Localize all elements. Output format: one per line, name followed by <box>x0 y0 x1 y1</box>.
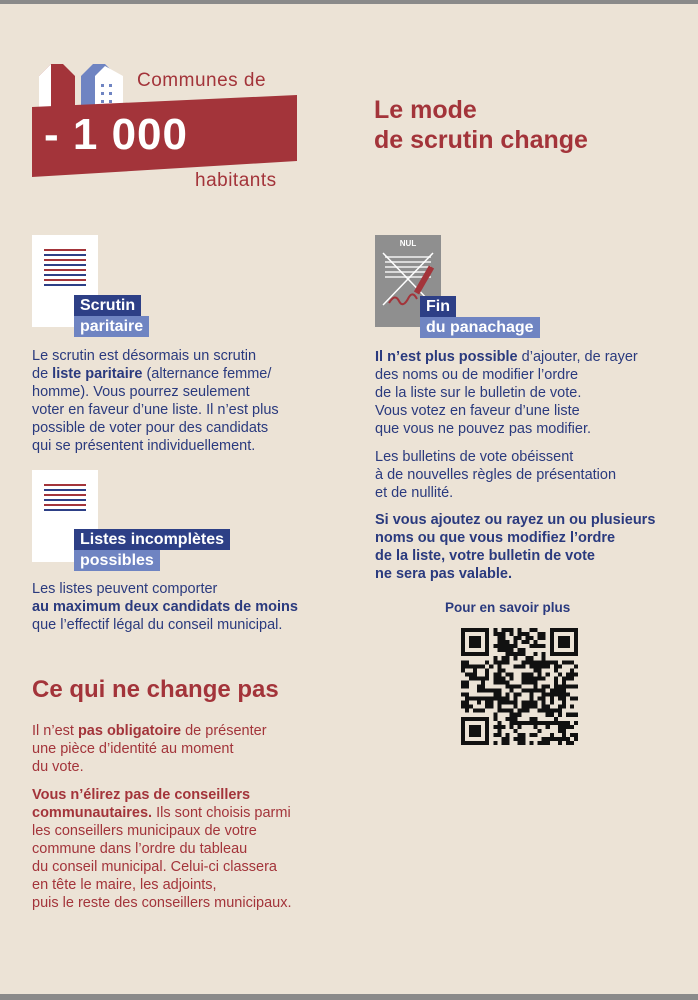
fin-panachage-tag <box>420 296 540 338</box>
text-line <box>32 786 292 804</box>
bold-fragment: Vous n’élirez pas de conseillers <box>32 787 251 803</box>
text-line: du conseil municipal. Celui-ci classera <box>32 859 277 875</box>
tag-line: du panachage <box>420 317 540 338</box>
community-councillors-text <box>32 786 292 912</box>
text-line: Le scrutin est désormais un scrutin <box>32 348 257 364</box>
text-line: Les bulletins de vote obéissent <box>375 449 574 465</box>
bold-fragment: liste paritaire <box>52 366 143 382</box>
text-line: Vous votez en faveur d’une liste <box>375 403 580 419</box>
text-line: Les listes peuvent comporter <box>32 581 218 597</box>
bold-fragment: communautaires. <box>32 805 153 821</box>
tag-line: Listes incomplètes <box>74 529 230 550</box>
text-line: noms ou que vous modifiez l’ordre <box>375 530 616 546</box>
top-border <box>0 0 698 4</box>
tag-line: paritaire <box>74 316 149 337</box>
unchanged-heading: Ce qui ne change pas <box>32 676 279 703</box>
bold-fragment: Il n’est plus possible <box>375 349 518 365</box>
text-fragment: de <box>32 366 53 382</box>
text-line: Si vous ajoutez ou rayez un ou plusieurs <box>375 512 656 528</box>
text-line: en tête le maire, les adjoints, <box>32 877 217 893</box>
text-line: commune dans l’ordre du tableau <box>32 841 248 857</box>
panachage-text-2 <box>375 448 616 502</box>
text-line: qui se présentent individuellement. <box>32 438 256 454</box>
scrutin-paritaire-tag <box>74 295 149 337</box>
tag-line: Scrutin <box>74 295 141 316</box>
qr-code-icon[interactable] <box>461 628 578 745</box>
population-threshold: - 1 000 <box>44 110 188 159</box>
page-title-line-1: Le mode <box>374 96 477 124</box>
text-line: que vous ne pouvez pas modifier. <box>375 421 592 437</box>
text-line: de la liste sur le bulletin de vote. <box>375 385 582 401</box>
listes-incompletes-text <box>32 580 298 634</box>
void-label: NUL <box>399 239 417 248</box>
bold-fragment: au maximum deux candidats de moins <box>32 599 298 615</box>
text-line: à de nouvelles règles de présentation <box>375 467 617 483</box>
listes-incompletes-tag <box>74 529 230 571</box>
text-line: des noms ou de modifier l’ordre <box>375 367 579 383</box>
panachage-text-1 <box>375 348 638 438</box>
text-line: les conseillers municipaux de votre <box>32 823 257 839</box>
text-line: voter en faveur d’une liste. Il n’est plus <box>32 402 279 418</box>
text-line: que l’effectif légal du conseil municipal. <box>32 617 283 633</box>
text-line: possible de voter pour des candidats <box>32 420 269 436</box>
text-line: homme). Vous pourrez seulement <box>32 384 250 400</box>
page-title <box>374 95 588 155</box>
text-fragment: Ils sont choisis parmi <box>152 805 291 821</box>
text-line <box>32 722 267 740</box>
text-line: ne sera pas valable. <box>375 566 513 582</box>
id-not-required-text <box>32 722 267 776</box>
scrutin-paritaire-text <box>32 347 279 455</box>
habitants-label: habitants <box>195 170 277 191</box>
panachage-warning-text <box>375 511 655 583</box>
tag-line: possibles <box>74 550 160 571</box>
bold-fragment: pas obligatoire <box>77 723 182 739</box>
text-fragment: Il n’est <box>32 723 78 739</box>
text-line: du vote. <box>32 759 84 775</box>
text-fragment: de présenter <box>181 723 267 739</box>
text-fragment: d’ajouter, de rayer <box>517 349 638 365</box>
text-line: une pièce d’identité au moment <box>32 741 234 757</box>
text-line <box>32 365 279 383</box>
text-line <box>32 804 292 822</box>
text-line <box>375 348 638 366</box>
tag-line: Fin <box>420 296 456 317</box>
text-line: et de nullité. <box>375 485 454 501</box>
text-line: de la liste, votre bulletin de vote <box>375 548 595 564</box>
bottom-border <box>0 994 698 1000</box>
communes-de-label: Communes de <box>137 70 267 91</box>
text-fragment: (alternance femme/ <box>142 366 272 382</box>
learn-more-label: Pour en savoir plus <box>445 600 571 615</box>
text-line: puis le reste des conseillers municipaux. <box>32 895 292 911</box>
page-title-line-2: de scrutin change <box>374 126 588 154</box>
text-line <box>32 598 298 616</box>
